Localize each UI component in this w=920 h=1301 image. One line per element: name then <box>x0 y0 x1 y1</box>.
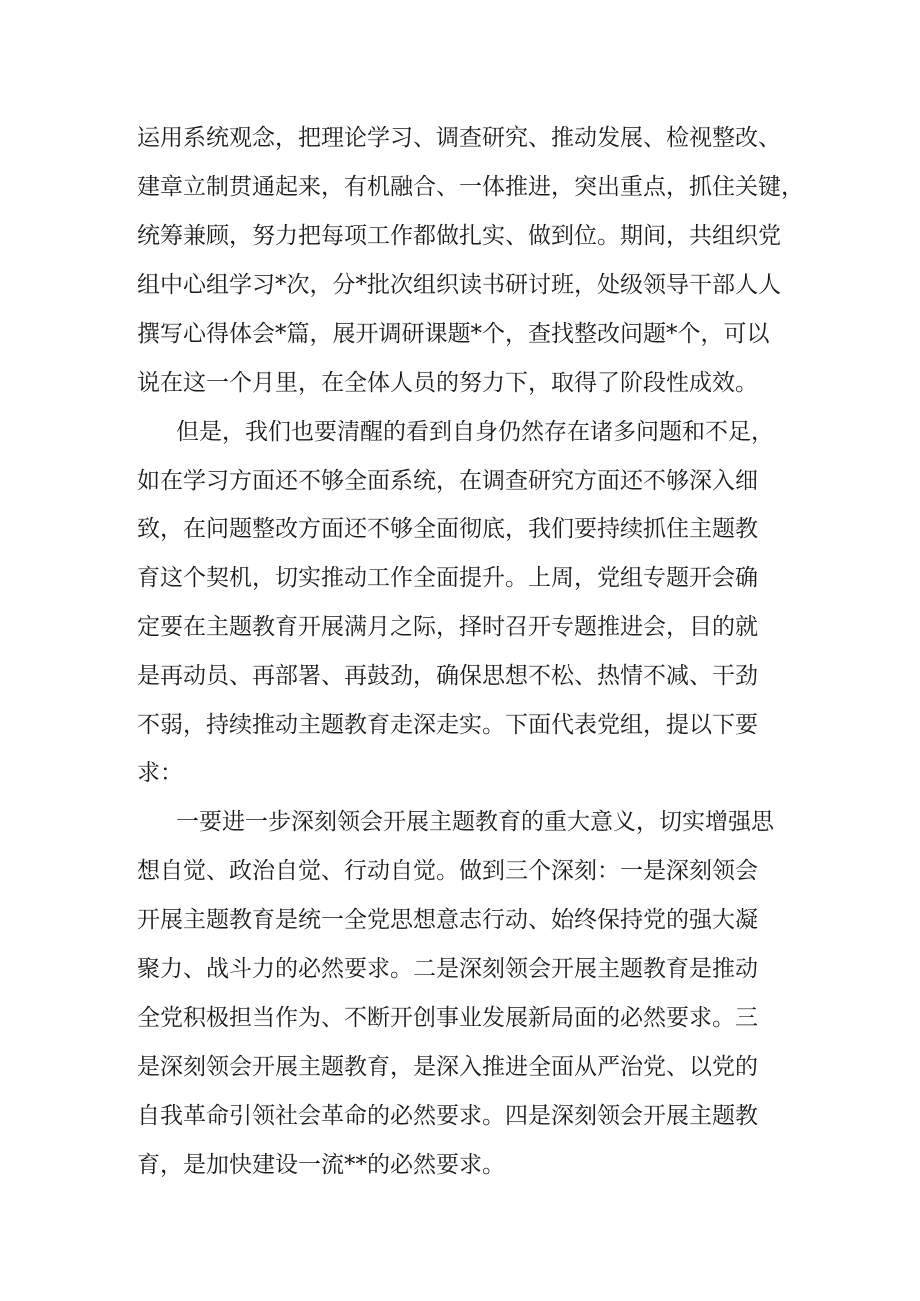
text-line: 自我革命引领社会革命的必然要求。四是深刻领会开展主题教 <box>137 1103 758 1129</box>
text-line: 统筹兼顾，努力把每项工作都做扎实、做到位。期间，共组织党 <box>137 223 781 249</box>
text-line: 运用系统观念，把理论学习、调查研究、推动发展、检视整改、 <box>137 125 781 151</box>
text-line: 组中心组学习*次，分*批次组织读书研讨班，处级领导干部人人 <box>137 272 781 298</box>
text-line: 是深刻领会开展主题教育，是深入推进全面从严治党、以党的 <box>137 1054 758 1080</box>
text-line: 是再动员、再部署、再鼓劲，确保思想不松、热情不减、干劲 <box>137 663 758 689</box>
text-line: 如在学习方面还不够全面系统，在调查研究方面还不够深入细 <box>137 468 758 494</box>
text-line: 但是，我们也要清醒的看到自身仍然存在诸多问题和不足， <box>176 419 774 445</box>
text-line: 建章立制贯通起来，有机融合、一体推进，突出重点，抓住关键， <box>137 174 804 200</box>
text-line: 不弱，持续推动主题教育走深走实。下面代表党组，提以下要 <box>137 712 758 738</box>
text-line: 致，在问题整改方面还不够全面彻底，我们要持续抓住主题教 <box>137 516 758 542</box>
text-line: 说在这一个月里，在全体人员的努力下，取得了阶段性成效。 <box>137 370 758 396</box>
text-line: 聚力、战斗力的必然要求。二是深刻领会开展主题教育是推动 <box>137 956 758 982</box>
text-line: 育，是加快建设一流**的必然要求。 <box>137 1152 505 1178</box>
text-line: 育这个契机，切实推动工作全面提升。上周，党组专题开会确 <box>137 565 758 591</box>
text-line: 定要在主题教育开展满月之际，择时召开专题推进会，目的就 <box>137 614 758 640</box>
text-line: 全党积极担当作为、不断开创事业发展新局面的必然要求。三 <box>137 1005 758 1031</box>
text-line: 撰写心得体会*篇，展开调研课题*个，查找整改问题*个，可以 <box>137 321 770 347</box>
text-line: 想自觉、政治自觉、行动自觉。做到三个深刻：一是深刻领会 <box>137 858 758 884</box>
text-line: 开展主题教育是统一全党思想意志行动、始终保持党的强大凝 <box>137 907 758 933</box>
text-line: 一要进一步深刻领会开展主题教育的重大意义，切实增强思 <box>176 809 774 835</box>
text-line: 求： <box>137 760 183 786</box>
